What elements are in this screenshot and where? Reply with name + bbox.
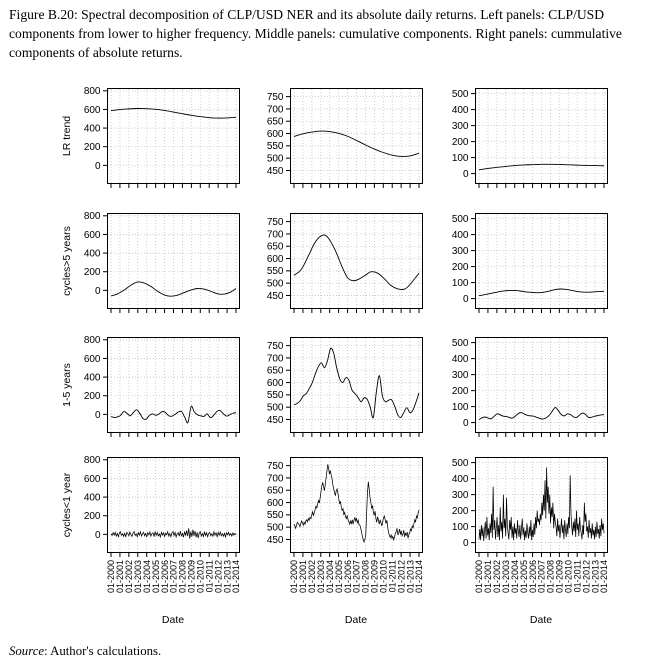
y-tick-label: 550	[266, 266, 284, 278]
panel-lr-trend-components	[61, 86, 240, 184]
y-tick-label: 0	[94, 285, 101, 297]
y-tick-label: 500	[451, 89, 469, 100]
x-tick-label-date: 01-2011	[572, 560, 583, 593]
y-tick-label: 600	[266, 377, 284, 389]
x-axis-title-middle: Date	[344, 614, 368, 626]
panel-1-5y-abs-returns	[451, 337, 608, 433]
panel-cycles-lt1y-cumulative	[266, 457, 425, 594]
x-tick-label-date: 01-2008	[177, 560, 188, 594]
y-tick-label: 500	[451, 458, 469, 469]
x-axis-title-left: Date	[161, 614, 185, 626]
y-tick-label: 500	[266, 402, 284, 414]
y-tick-label: 800	[83, 335, 101, 347]
x-tick-label-date: 01-2000	[106, 560, 117, 594]
plot-svg	[266, 88, 423, 184]
y-tick-label: 400	[451, 354, 469, 365]
y-tick-label: 500	[266, 522, 284, 534]
plot-background	[108, 89, 240, 184]
plot-svg	[266, 457, 425, 594]
y-tick-label: 600	[266, 497, 284, 509]
x-tick-label-date: 01-2003	[132, 560, 143, 594]
x-tick-label-date: 01-2013	[590, 560, 601, 594]
y-tick-label: 700	[266, 229, 284, 241]
y-tick-label: 650	[266, 365, 284, 377]
x-tick-label-date: 01-2007	[351, 560, 362, 594]
x-tick-label-date: 01-2001	[483, 560, 494, 594]
panel-cycles-lt1y-components	[61, 455, 242, 594]
y-tick-label: 600	[83, 473, 101, 485]
plot-svg	[451, 337, 608, 433]
y-tick-label: 750	[266, 92, 284, 104]
y-tick-label: 0	[94, 529, 101, 541]
y-tick-label: 400	[83, 248, 101, 260]
x-tick-label-date: 01-2009	[554, 560, 565, 594]
x-tick-label-date: 01-2005	[150, 560, 161, 594]
y-tick-label: 100	[451, 153, 469, 164]
y-tick-label: 0	[462, 169, 469, 180]
y-tick-label: 600	[266, 128, 284, 140]
x-tick-label-date: 01-2004	[141, 560, 152, 594]
x-tick-label-date: 01-2003	[500, 560, 511, 594]
y-tick-label: 300	[451, 370, 469, 381]
plot-background	[476, 338, 608, 433]
y-tick-label: 200	[83, 511, 101, 523]
y-tick-label: 400	[451, 105, 469, 116]
x-tick-label-date: 01-2010	[195, 560, 206, 594]
plot-svg	[451, 88, 608, 184]
plot-svg	[61, 455, 242, 594]
x-tick-label-date: 01-2000	[289, 560, 300, 594]
x-tick-label-date: 01-2002	[492, 560, 503, 594]
y-tick-label: 750	[266, 217, 284, 229]
plot-background	[291, 214, 423, 309]
y-tick-label: 200	[83, 142, 101, 154]
row-label: cycles>5 years	[61, 226, 73, 296]
x-tick-label-date: 01-2010	[378, 560, 389, 594]
row-label: 1-5 years	[61, 363, 73, 407]
plot-svg	[451, 457, 610, 594]
x-tick-label-date: 01-2014	[231, 560, 242, 594]
panel-lr-trend-cumulative	[266, 88, 423, 184]
x-tick-label-date: 01-2004	[324, 560, 335, 594]
y-tick-label: 750	[266, 341, 284, 353]
plot-svg	[266, 213, 423, 309]
y-tick-label: 650	[266, 116, 284, 128]
x-tick-label-date: 01-2006	[342, 560, 353, 594]
y-tick-label: 400	[83, 372, 101, 384]
y-tick-label: 550	[266, 390, 284, 402]
y-tick-label: 800	[83, 455, 101, 467]
y-tick-label: 200	[83, 267, 101, 279]
y-tick-label: 550	[266, 141, 284, 153]
y-tick-label: 450	[266, 165, 284, 177]
y-tick-label: 650	[266, 241, 284, 253]
x-tick-label-date: 01-2014	[599, 560, 610, 594]
y-tick-label: 100	[451, 402, 469, 413]
y-tick-label: 0	[462, 538, 469, 549]
source-text: : Author's calculations.	[44, 644, 162, 658]
plot-svg	[61, 86, 240, 184]
y-tick-label: 300	[451, 121, 469, 132]
x-tick-label-date: 01-2006	[527, 560, 538, 594]
x-tick-label-date: 01-2014	[414, 560, 425, 594]
y-tick-label: 100	[451, 278, 469, 289]
plot-background	[291, 89, 423, 184]
plot-background	[476, 214, 608, 309]
y-tick-label: 200	[451, 262, 469, 273]
y-tick-label: 450	[266, 290, 284, 302]
x-tick-label-date: 01-2002	[307, 560, 318, 594]
x-tick-label-date: 01-2008	[360, 560, 371, 594]
x-tick-label-date: 01-2003	[315, 560, 326, 594]
y-tick-label: 550	[266, 510, 284, 522]
x-tick-label-date: 01-2004	[509, 560, 520, 594]
y-tick-label: 200	[451, 386, 469, 397]
y-tick-label: 450	[266, 534, 284, 546]
x-tick-label-date: 01-2001	[298, 560, 309, 594]
y-tick-label: 700	[266, 353, 284, 365]
x-tick-label-date: 01-2012	[213, 560, 224, 594]
panel-cycles-gt5y-abs-returns	[451, 213, 608, 309]
y-tick-label: 0	[462, 418, 469, 429]
y-tick-label: 200	[83, 391, 101, 403]
panel-1-5y-cumulative	[266, 337, 423, 433]
x-tick-label-date: 01-2007	[168, 560, 179, 594]
plot-background	[108, 458, 240, 553]
y-tick-label: 200	[451, 506, 469, 517]
plot-background	[108, 338, 240, 433]
y-tick-label: 500	[266, 278, 284, 290]
plot-svg	[61, 211, 240, 309]
y-tick-label: 500	[451, 338, 469, 349]
row-label: LR trend	[61, 115, 73, 157]
y-tick-label: 650	[266, 485, 284, 497]
x-tick-label-date: 01-2009	[369, 560, 380, 594]
plot-svg	[61, 335, 240, 433]
y-tick-label: 300	[451, 490, 469, 501]
x-tick-label-date: 01-2002	[124, 560, 135, 594]
x-tick-label-date: 01-2011	[387, 560, 398, 593]
plot-background	[291, 458, 423, 553]
source-label: Source	[9, 644, 45, 658]
y-tick-label: 300	[451, 246, 469, 257]
x-tick-label-date: 01-2006	[159, 560, 170, 594]
y-tick-label: 0	[94, 160, 101, 172]
x-tick-label-date: 01-2012	[581, 560, 592, 594]
x-tick-label-date: 01-2009	[186, 560, 197, 594]
y-tick-label: 500	[451, 214, 469, 225]
x-tick-label-date: 01-2008	[545, 560, 556, 594]
y-tick-label: 700	[266, 104, 284, 116]
panel-cycles-lt1y-abs-returns	[451, 457, 610, 594]
y-tick-label: 600	[83, 229, 101, 241]
y-tick-label: 800	[83, 86, 101, 98]
y-tick-label: 0	[94, 409, 101, 421]
x-tick-label-date: 01-2013	[405, 560, 416, 594]
figure-caption: Figure B.20: Spectral decomposition of CLP/USD NER and its absolute daily returns. Left panels: CLP/USD components from lower to higher frequency. Middle panels: cumulative components. Right panels: cummulative components of absolute returns.	[9, 7, 622, 60]
plot-background	[291, 338, 423, 433]
x-tick-label-date: 01-2010	[563, 560, 574, 594]
x-tick-label-date: 01-2007	[536, 560, 547, 594]
panel-lr-trend-abs-returns	[451, 88, 608, 184]
x-tick-label-date: 01-2000	[474, 560, 485, 594]
y-tick-label: 800	[83, 211, 101, 223]
y-tick-label: 700	[266, 473, 284, 485]
y-tick-label: 400	[83, 123, 101, 135]
y-tick-label: 400	[451, 230, 469, 241]
x-tick-label-date: 01-2012	[396, 560, 407, 594]
plot-background	[476, 89, 608, 184]
panel-cycles-gt5y-components	[61, 211, 240, 309]
y-tick-label: 450	[266, 414, 284, 426]
x-tick-label-date: 01-2005	[518, 560, 529, 594]
plot-svg	[451, 213, 608, 309]
y-tick-label: 600	[83, 104, 101, 116]
x-tick-label-date: 01-2013	[222, 560, 233, 594]
panel-1-5y-components	[61, 335, 240, 433]
x-tick-label-date: 01-2001	[115, 560, 126, 594]
y-tick-label: 0	[462, 294, 469, 305]
x-tick-label-date: 01-2005	[333, 560, 344, 594]
plot-svg	[266, 337, 423, 433]
y-tick-label: 400	[83, 492, 101, 504]
y-tick-label: 600	[266, 253, 284, 265]
x-tick-label-date: 01-2011	[204, 560, 215, 593]
y-tick-label: 500	[266, 153, 284, 165]
panel-cycles-gt5y-cumulative	[266, 213, 423, 309]
y-tick-label: 600	[83, 353, 101, 365]
y-tick-label: 400	[451, 474, 469, 485]
x-axis-title-right: Date	[529, 614, 553, 626]
y-tick-label: 750	[266, 461, 284, 473]
y-tick-label: 200	[451, 137, 469, 148]
y-tick-label: 100	[451, 522, 469, 533]
row-label: cycles<1 year	[61, 472, 73, 538]
source-note	[9, 644, 161, 659]
